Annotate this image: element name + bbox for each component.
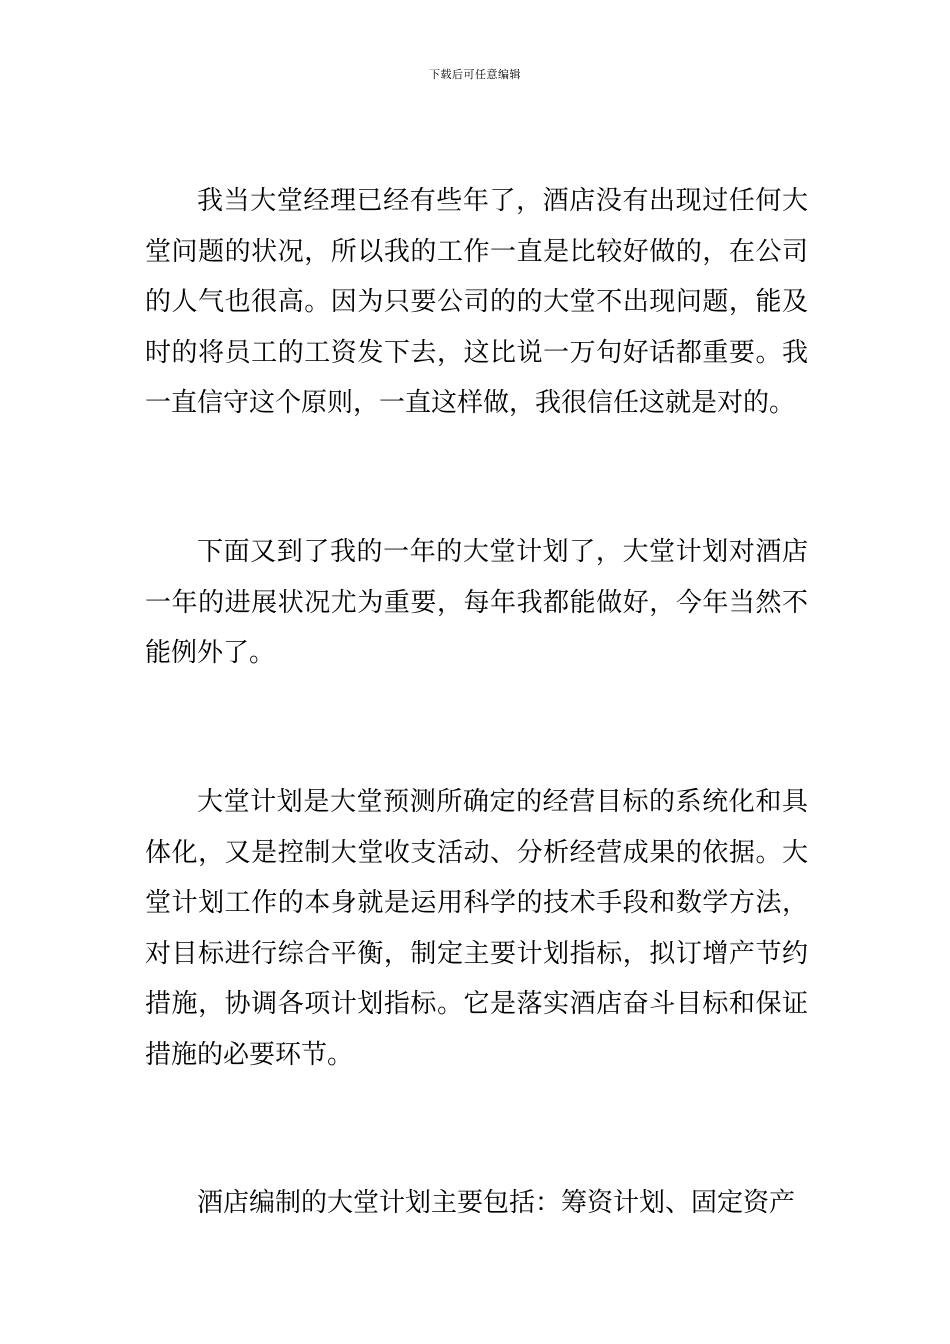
page-header-note: 下载后可任意编辑 — [429, 68, 521, 81]
body-paragraph-2: 下面又到了我的一年的大堂计划了，大堂计划对酒店一年的进展状况尤为重要，每年我都能做好，今年当然不能例外了。 — [145, 537, 808, 668]
body-paragraph-1: 我当大堂经理已经有些年了，酒店没有出现过任何大堂问题的状况，所以我的工作一直是比较好做的，在公司的人气也很高。因为只要公司的的大堂不出现问题，能及时的将员工的工资发下去，这比说一万句好话都重要。我一直信守这个原则，一直这样做，我很信任这就是对的。 — [145, 186, 808, 418]
body-paragraph-3: 大堂计划是大堂预测所确定的经营目标的系统化和具体化，又是控制大堂收支活动、分析经营成果的依据。大堂计划工作的本身就是运用科学的技术手段和数学方法，对目标进行综合平衡，制定主要计划指标，拟订增产节约措施，协调各项计划指标。它是落实酒店奋斗目标和保证措施的必要环节。 — [145, 787, 808, 1070]
body-paragraph-4: 酒店编制的大堂计划主要包括：筹资计划、固定资产 — [197, 1188, 796, 1218]
